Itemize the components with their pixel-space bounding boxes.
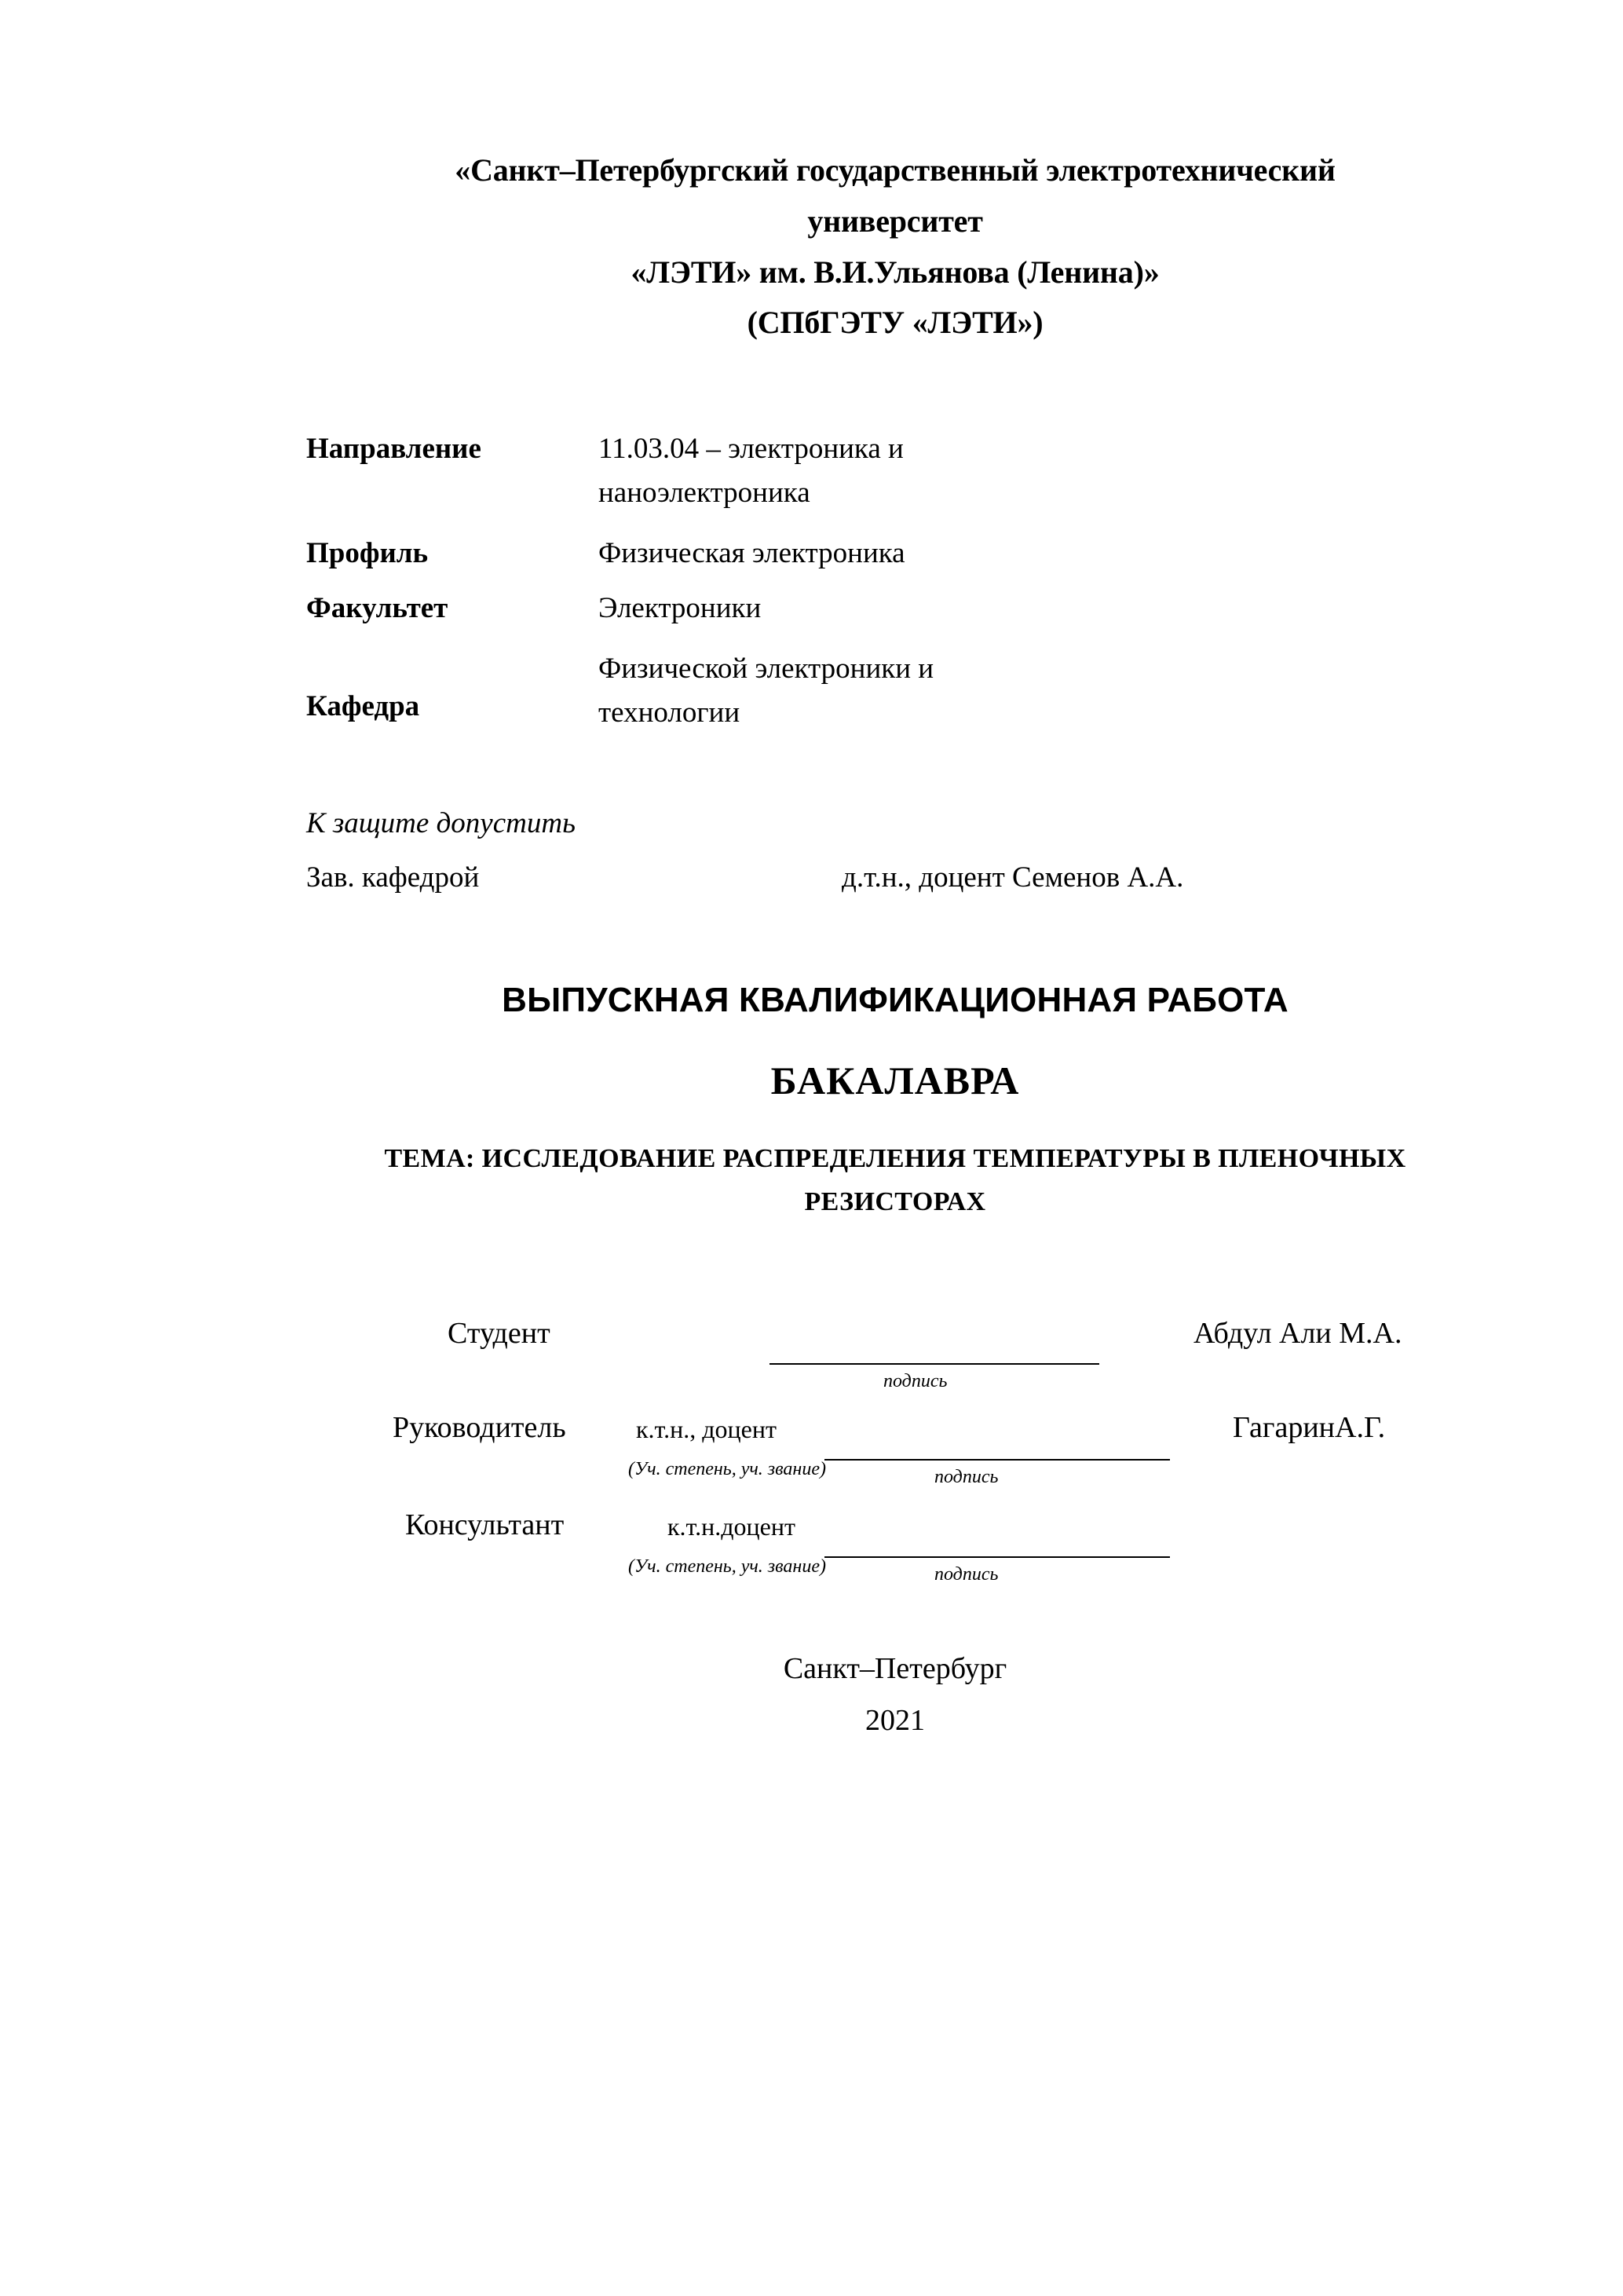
signature-line-supervisor[interactable] xyxy=(824,1459,1170,1461)
detail-label-department: Кафедра xyxy=(306,690,420,723)
approval-role-label: Зав. кафедрой xyxy=(306,861,480,894)
university-name-line-1: «Санкт–Петербургский государственный электротехнический xyxy=(455,152,1336,188)
detail-value-profile: Физическая электроника xyxy=(598,537,905,570)
signature-row-supervisor xyxy=(306,1391,1484,1487)
detail-row-profile xyxy=(306,532,1468,576)
signature-role-consultant: Консультант xyxy=(405,1508,565,1541)
thesis-theme-line-1: ТЕМА: ИССЛЕДОВАНИЕ РАСПРЕДЕЛЕНИЯ ТЕМПЕРАТУРЫ В ПЛЕНОЧНЫХ xyxy=(384,1144,1406,1174)
detail-label-direction: Направление xyxy=(306,433,481,466)
signature-name-supervisor: ГагаринА.Г. xyxy=(1233,1410,1386,1444)
signature-row-consultant xyxy=(306,1484,1484,1585)
signature-degree-consultant: к.т.н.доцент xyxy=(667,1512,795,1541)
thesis-theme-line-2: РЕЗИСТОРАХ xyxy=(804,1186,986,1216)
detail-label-faculty: Факультет xyxy=(306,591,448,624)
signature-row-student xyxy=(306,1299,1484,1391)
signature-caption-supervisor: подпись xyxy=(934,1466,999,1487)
signatures-block xyxy=(306,1299,1484,1585)
approval-head-row xyxy=(306,861,1484,894)
program-details xyxy=(306,427,1468,734)
approval-note: К защите допустить xyxy=(306,807,576,840)
signature-line-student[interactable] xyxy=(769,1363,1099,1365)
detail-row-direction xyxy=(306,427,1468,514)
signature-degree-note-consultant: (Уч. степень, уч. звание) xyxy=(628,1556,826,1577)
footer-city: Санкт–Петербург xyxy=(783,1651,1007,1685)
signature-degree-supervisor: к.т.н., доцент xyxy=(636,1414,777,1443)
university-name-line-2: университет xyxy=(807,203,983,239)
work-type-title: ВЫПУСКНАЯ КВАЛИФИКАЦИОННАЯ РАБОТА xyxy=(502,981,1289,1020)
signature-line-consultant[interactable] xyxy=(824,1556,1170,1558)
detail-value-direction-line-1: 11.03.04 – электроника и xyxy=(598,433,904,466)
title-page-content xyxy=(306,145,1484,1747)
degree-title: БАКАЛАВРА xyxy=(770,1058,1020,1103)
university-name-line-3: «ЛЭТИ» им. В.И.Ульянова (Ленина)» xyxy=(631,254,1160,290)
signature-role-student: Студент xyxy=(448,1316,550,1350)
signature-role-supervisor: Руководитель xyxy=(393,1410,566,1444)
document-footer xyxy=(306,1643,1484,1747)
detail-value-faculty: Электроники xyxy=(598,591,762,624)
signature-caption-student: подпись xyxy=(883,1370,948,1391)
thesis-theme xyxy=(306,1138,1484,1223)
detail-value-direction-line-2: наноэлектроника xyxy=(598,476,810,509)
signature-degree-note-supervisor: (Уч. степень, уч. звание) xyxy=(628,1458,826,1479)
detail-row-faculty xyxy=(306,587,1468,631)
detail-label-profile: Профиль xyxy=(306,537,429,570)
detail-value-department-line-1: Физической электроники и xyxy=(598,653,934,686)
approval-person: д.т.н., доцент Семенов А.А. xyxy=(842,861,1184,894)
detail-value-direction xyxy=(598,427,1468,514)
signature-name-student: Абдул Али М.А. xyxy=(1193,1316,1402,1350)
footer-year: 2021 xyxy=(865,1704,925,1738)
detail-row-department xyxy=(306,647,1468,734)
detail-value-department-line-2: технологии xyxy=(598,696,740,729)
university-header xyxy=(306,145,1484,349)
detail-value-department xyxy=(598,647,1468,734)
university-abbreviation: (СПбГЭТУ «ЛЭТИ») xyxy=(747,305,1044,341)
approval-block xyxy=(306,806,1484,894)
signature-caption-consultant: подпись xyxy=(934,1563,999,1585)
